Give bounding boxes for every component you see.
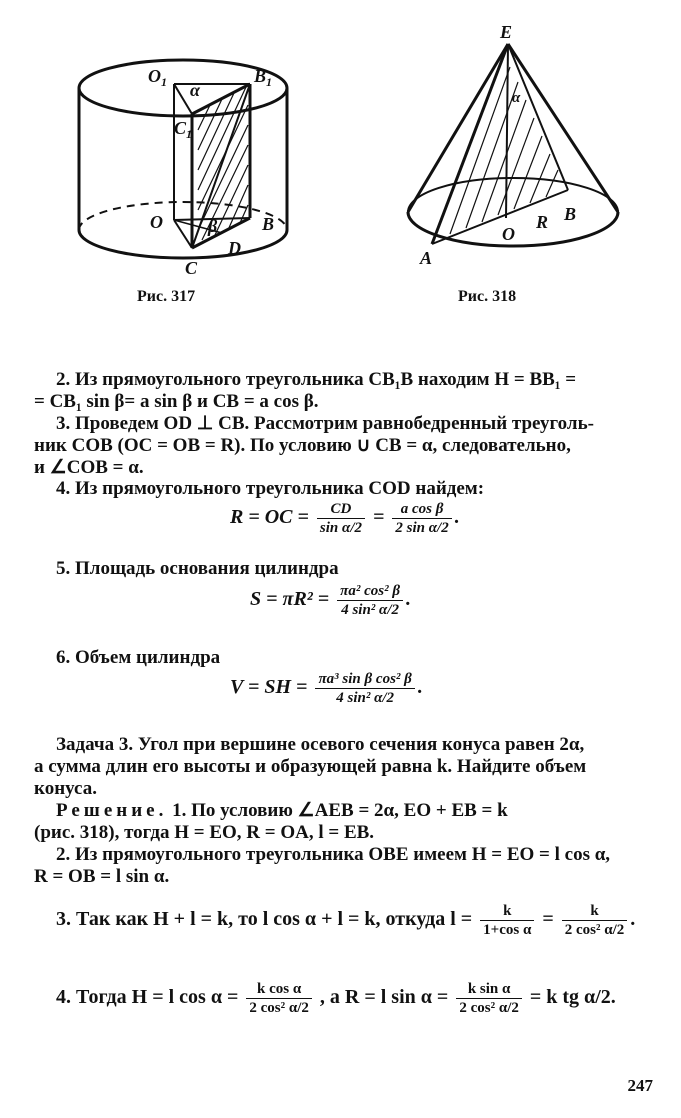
label-alpha: α bbox=[190, 80, 200, 100]
label-alpha: α bbox=[512, 90, 521, 106]
label-O: O bbox=[150, 212, 163, 232]
figure-317-caption: Рис. 317 bbox=[137, 288, 196, 305]
step-4: 4. Из прямоугольного треугольника COD найдем: bbox=[56, 478, 485, 499]
task-3-title: Задача 3. bbox=[56, 734, 134, 755]
cylinder-bottom-back bbox=[79, 202, 287, 230]
label-C1: $C_1$ bbox=[174, 118, 193, 141]
label-A: A bbox=[420, 248, 433, 268]
figure-318-caption: Рис. 318 bbox=[458, 288, 517, 305]
generatrix-left bbox=[408, 44, 508, 212]
step-2: 2. Из прямоугольного треугольника CB₁B находим H = BB₁ = = CB₁ sin β= a sin β и CB = a cos β. bbox=[34, 369, 577, 412]
label-B: B bbox=[564, 204, 577, 224]
formula-S: S = πR² = $\frac{\text{πa² cos² β}}{\text{4 sin² α/2}}$ . bbox=[250, 583, 412, 618]
task-3: Задача 3. Угол при вершине осевого сечения конуса равен 2α, а сумма длин его высоты и образующей равна k. Найдите объем конуса. bbox=[34, 734, 587, 799]
label-E: E bbox=[500, 22, 513, 42]
label-B: B bbox=[262, 214, 275, 234]
solution-step-4: 4. Тогда H = l cos α = $\frac{\text{k cos α}}{\text{2 cos² α/2}}$ , а R = l sin α = $\frac{\text{k sin α}}{\text{2 cos² α/2}}$ = k tg α/2. bbox=[56, 981, 616, 1016]
cone-base-back bbox=[408, 178, 618, 212]
solution-step-3: 3. Так как H + l = k, то l cos α + l = k, откуда l = $\frac{k}{\text{1+cos α}}$ = $\frac{k}{\text{2 cos² α/2}}$ . bbox=[56, 903, 636, 938]
formula-V: V = SH = $\frac{\text{πa³ sin β cos² β}}{\text{4 sin² α/2}}$ . bbox=[230, 671, 423, 706]
page-number: 247 bbox=[627, 1076, 653, 1095]
label-B1: $B_1$ bbox=[254, 66, 273, 89]
label-beta: β bbox=[208, 216, 218, 236]
segment-EB bbox=[508, 44, 568, 190]
generatrix-right bbox=[508, 44, 618, 212]
solution-step-2: 2. Из прямоугольного треугольника OBE имеем H = EO = l cos α, R = OB = l sin α. bbox=[34, 844, 611, 887]
step-3: 3. Проведем OD ⊥ CB. Рассмотрим равнобедренный треуголь- ник COB (OC = OB = R). По условию ∪ CB = α, следовательно, и ∠COB = α. bbox=[34, 413, 594, 478]
step-6: 6. Объем цилиндра bbox=[56, 647, 221, 668]
formula-R: R = OC = $\frac{CD}{\text{sin α/2}}$ = $\frac{\text{a cos β}}{\text{2 sin α/2}}$ . bbox=[230, 501, 460, 536]
label-O1: $O_1$ bbox=[148, 66, 167, 89]
label-C: C bbox=[185, 258, 198, 278]
figure-318-cone bbox=[400, 22, 630, 272]
figure-317-cylinder bbox=[70, 40, 300, 290]
label-R: R bbox=[536, 212, 549, 232]
solution-step-1: Решение. 1. По условию ∠AEB = 2α, EO + EB = k (рис. 318), тогда H = EO, R = OA, l = EB. bbox=[34, 800, 508, 843]
label-D: D bbox=[228, 238, 241, 258]
label-O: O bbox=[502, 224, 515, 244]
segment-EA bbox=[432, 44, 508, 244]
step-5: 5. Площадь основания цилиндра bbox=[56, 558, 339, 579]
solution-word: Решение. bbox=[56, 800, 168, 821]
